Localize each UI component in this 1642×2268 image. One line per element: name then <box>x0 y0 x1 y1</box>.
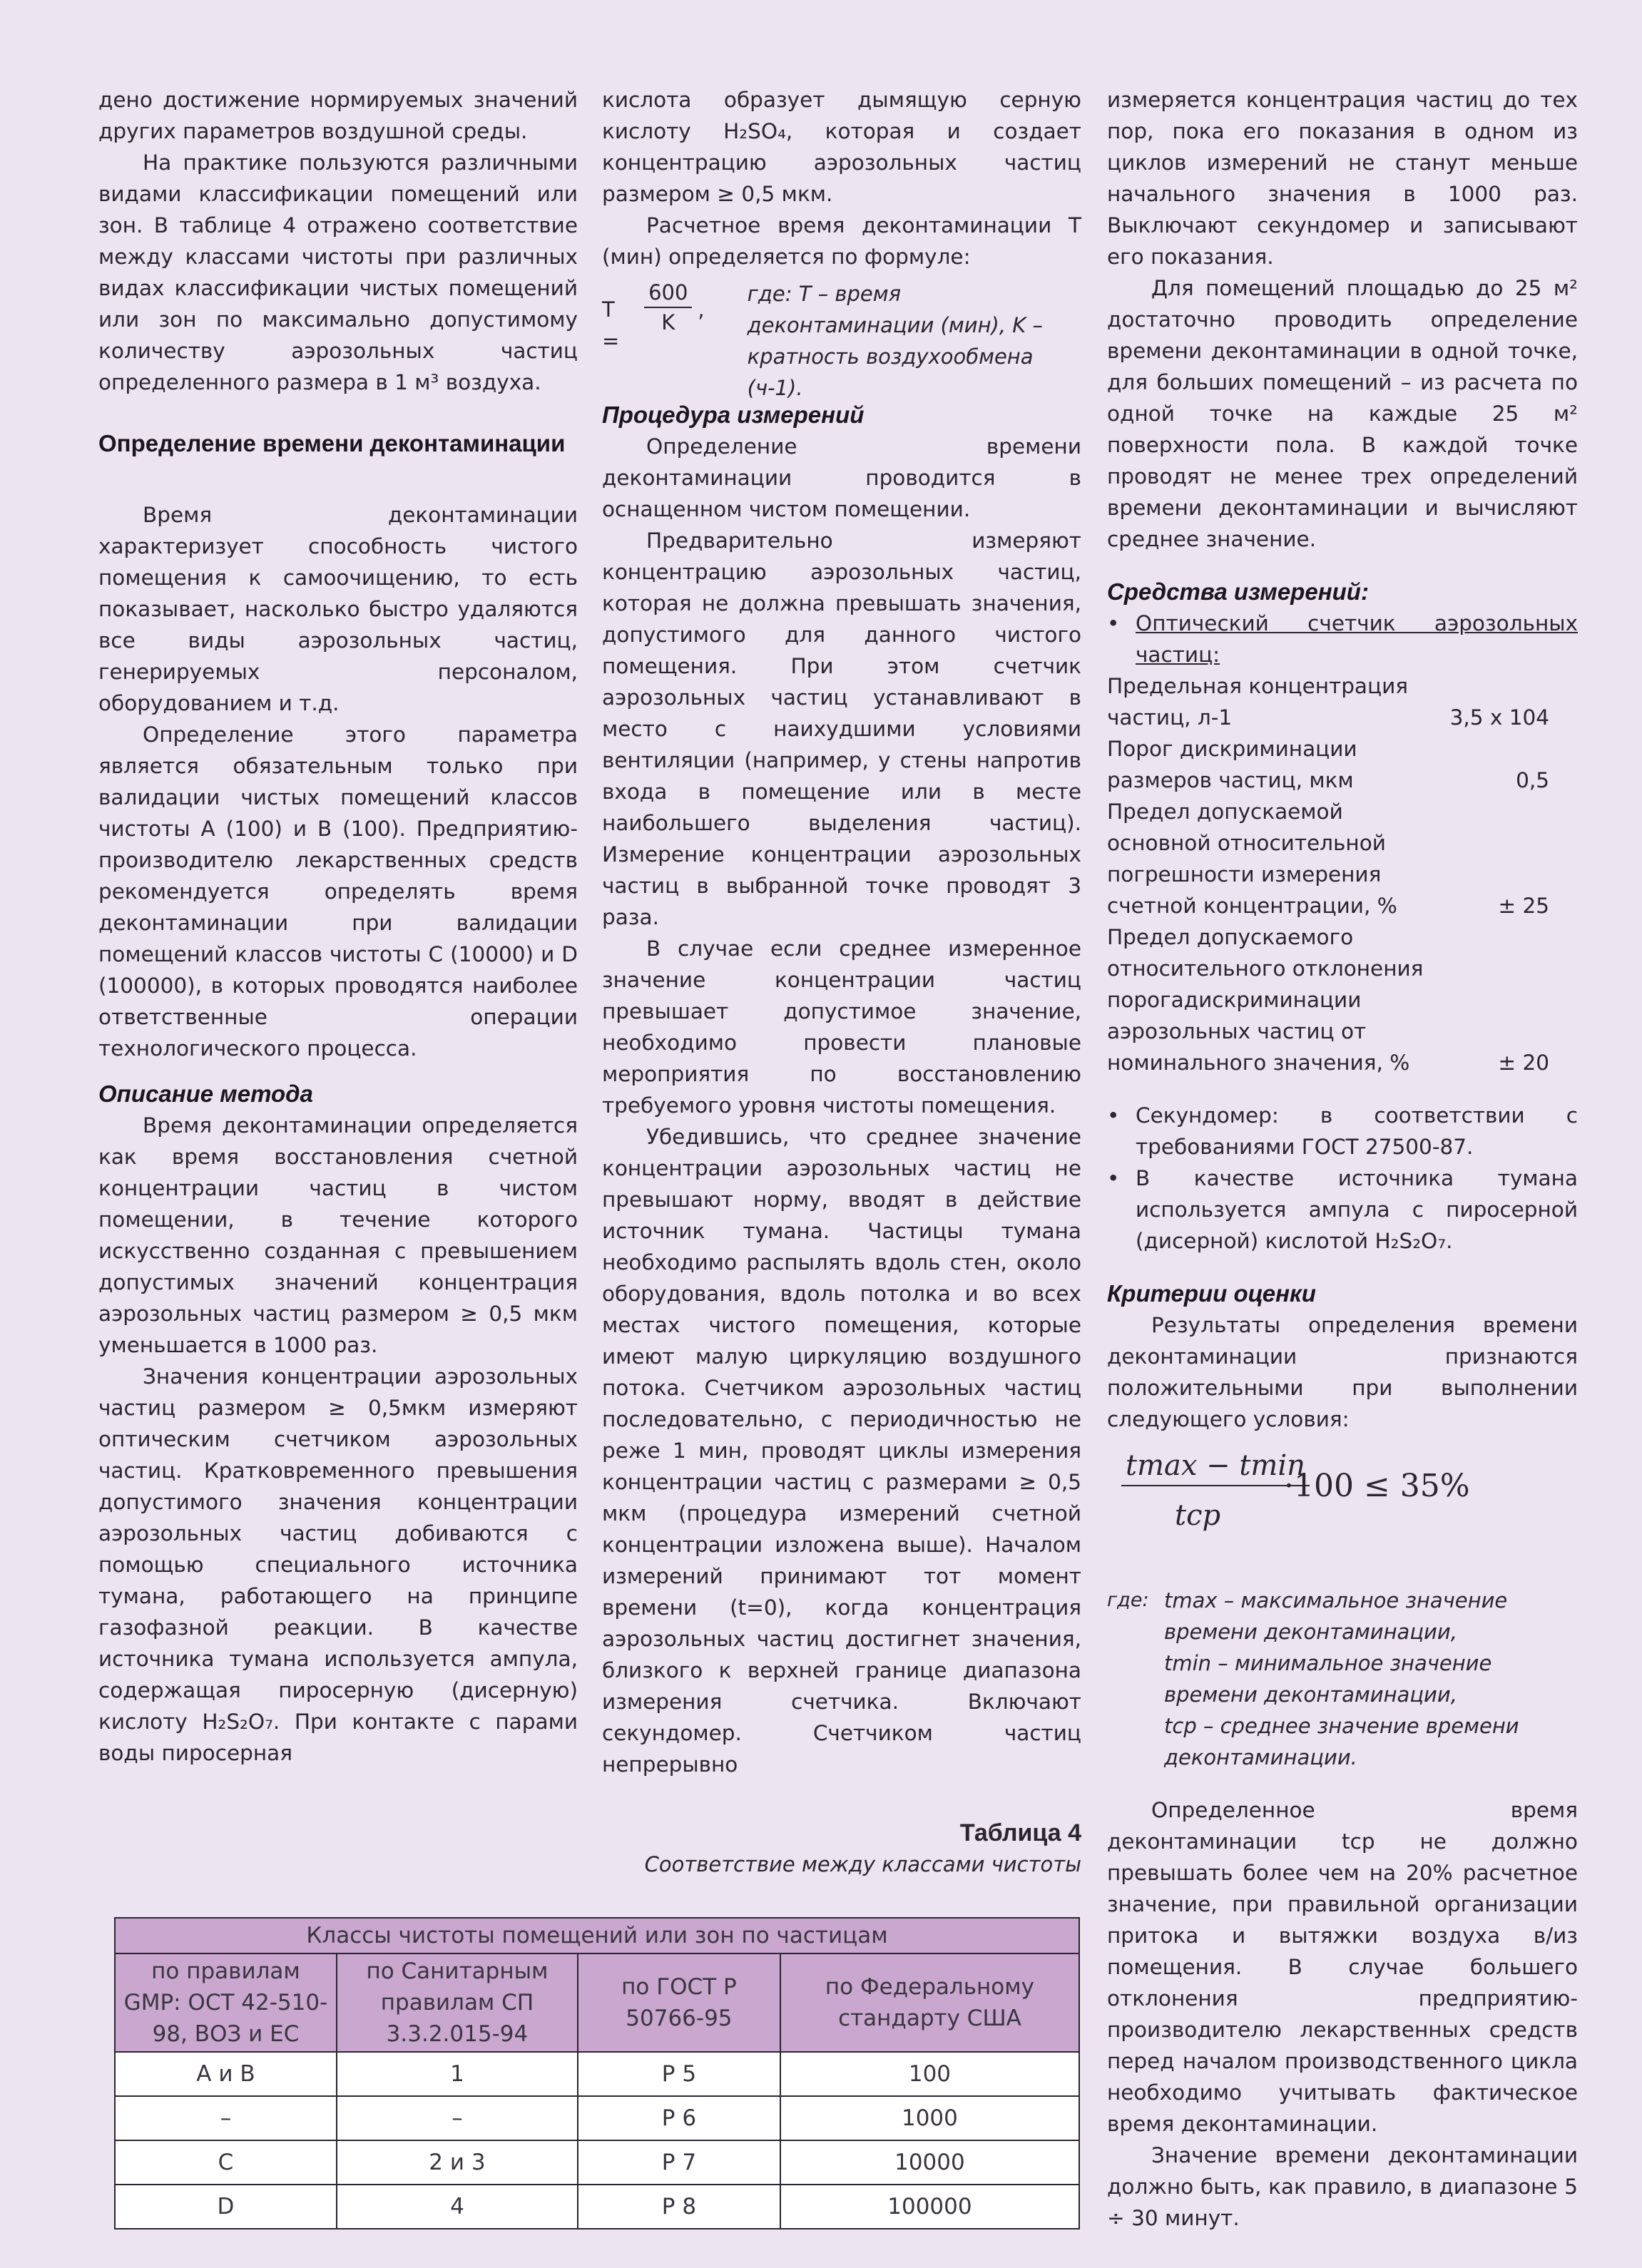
table-cell: D <box>115 2185 337 2229</box>
formula-lhs: T = <box>602 297 620 353</box>
bullet-icon: • <box>1107 1103 1120 1128</box>
legend-row <box>1107 1585 1578 1648</box>
legend-row <box>1107 1648 1578 1710</box>
paragraph: измеряется концентрация частиц до тех пор, пока его показания в одном из циклов измерений не станут меньше начального значения в 1000 раз. Выключают секундомер и записывают его показания. <box>1107 88 1578 269</box>
table-row <box>115 2140 1079 2185</box>
paragraph: кислота образует дымящую серную кислоту H₂SO₄, которая и создает концентрацию аэрозольных частиц размером ≥ 0,5 мкм. <box>602 88 1081 206</box>
paragraph: Значения концентрации аэрозольных частиц размером ≥ 0,5мкм измеряют оптическим счетчиком аэрозольных частиц. Кратковременного превышения допустимого значения концентрации аэрозольных частиц добиваются с помощью специального источника тумана, работающего на принципе газофазной реакции. В качестве источника тумана используется ампула, содержащая пиросерную (дисерную) кислоту H₂S₂O₇. При контакте с парами воды пиросерная <box>98 1364 578 1765</box>
criterion-denominator: tcp <box>1175 1499 1221 1532</box>
table-cell: 4 <box>337 2185 578 2229</box>
spec-row <box>1107 670 1578 733</box>
spec-value: ± 20 <box>1498 1051 1549 1075</box>
paragraph: Определение этого параметра является обязательным только при валидации чистых помещений классов чистоты А (100) и В (100). Предприятию-производителю лекарственных средств рекомендуется определять время деконтаминации при валидации помещений классов чистоты С (10000) и D (100000), в которых проводятся наиболее ответственные операции технологического процесса. <box>98 722 578 1061</box>
bullet-icon: • <box>1107 611 1120 635</box>
list-item <box>1107 608 1578 670</box>
bullet-text: В качестве источника тумана используется ампула с пиросерной (дисерной) кислотой H₂S₂O₇. <box>1136 1166 1578 1253</box>
paragraph: Расчетное время деконтаминации T (мин) определяется по формуле: <box>602 213 1081 269</box>
table-cell: 2 и 3 <box>337 2140 578 2185</box>
formula-fraction <box>644 278 692 337</box>
table-cell: 1 <box>337 2052 578 2096</box>
paragraph: Убедившись, что среднее значение концентрации аэрозольных частиц не превышают норму, вводят в действие источник тумана. Частицы тумана необходимо распылять вдоль стен, около оборудования, вдоль потолка и во всех местах чистого помещения, которые имеют малую циркуляцию воздушного потока. Счетчиком аэрозольных частиц последовательно, с периодичностью не реже 1 мин, проводят циклы измерения концентрации частиц с размерами ≥ 0,5 мкм (процедура измерений счетной концентрации изложена выше). Началом измерений принимают тот момент времени (t=0), когда концентрация аэрозольных частиц достигнет значения, близкого к верхней границе диапазона измерения счетчика. Включают секундомер. Счетчиком частиц непрерывно <box>602 1125 1081 1777</box>
spec-value: 0,5 <box>1516 768 1549 792</box>
cleanliness-class-table <box>114 1917 1080 2229</box>
table-number: Таблица 4 <box>959 1819 1081 1846</box>
column-2 <box>602 84 1081 1780</box>
spec-row <box>1107 796 1578 921</box>
section-heading: Средства измерений: <box>1107 578 1369 605</box>
column-1 <box>98 84 578 1769</box>
table-cell: – <box>337 2096 578 2140</box>
legend-text: tmin – минимальное значение времени деконтаминации, <box>1164 1651 1492 1707</box>
section-heading: Процедура измерений <box>602 402 865 428</box>
legend-text: tmax – максимальное значение времени деконтаминации, <box>1164 1588 1508 1644</box>
section-heading: Определение времени деконтаминации <box>98 430 566 456</box>
paragraph: Время деконтаминации характеризует способность чистого помещения к самоочищению, то есть показывает, насколько быстро удаляются все виды аэрозольных частиц, генерируемых персоналом, оборудованием и т.д. <box>98 503 578 715</box>
table-cell: Р 7 <box>578 2140 780 2185</box>
spec-value: 3,5 x 104 <box>1449 705 1549 730</box>
table-cell: А и В <box>115 2052 337 2096</box>
table-cell: 100000 <box>780 2185 1079 2229</box>
table-cell: 100 <box>780 2052 1079 2096</box>
formula-denominator: K <box>661 310 675 334</box>
table-column-header: по ГОСТ Р 50766-95 <box>578 1953 780 2052</box>
section-heading: Описание метода <box>98 1081 313 1107</box>
table-cell: – <box>115 2096 337 2140</box>
paragraph: Значение времени деконтаминации должно быть, как правило, в диапазоне 5 ÷ 30 минут. <box>1107 2143 1578 2230</box>
spec-label: Предел допускаемого относительного отклонения порогадискриминации аэрозольных частиц от номинального значения, % <box>1107 925 1424 1075</box>
spec-label: Порог дискриминации размеров частиц, мкм <box>1107 737 1357 792</box>
table-column-header: по правилам GMP: ОСТ 42-510-98, ВОЗ и ЕС <box>115 1953 337 2052</box>
table-caption <box>599 1817 1081 1880</box>
paragraph: Предварительно измеряют концентрацию аэрозольных частиц, которая не должна превышать значения, допустимого для данного чистого помещения. При этом счетчик аэрозольных частиц устанавливают в место с наихудшими условиями вентиляции (например, у стены напротив входа в помещение или в месте наибольшего выделения частиц). Измерение концентрации аэрозольных частиц в выбранной точке проводят 3 раза. <box>602 528 1081 929</box>
table-cell: Р 6 <box>578 2096 780 2140</box>
paragraph: В случае если среднее измеренное значение концентрации частиц превышает допустимое значение, необходимо провести плановые мероприятия по восстановлению требуемого уровня чистоты помещения. <box>602 936 1081 1118</box>
paragraph: Для помещений площадью до 25 м² достаточно проводить определение времени деконтаминации в одной точке, для больших помещений – из расчета по одной точке на каждые 25 м² поверхности пола. В каждой точке проводят не менее трех определений времени деконтаминации и вычисляют среднее значение. <box>1107 276 1578 551</box>
table-cell: 10000 <box>780 2140 1079 2185</box>
list-item <box>1107 1100 1578 1163</box>
criterion-formula <box>1107 1449 1578 1585</box>
table-group-header: Классы чистоты помещений или зон по частицам <box>115 1918 1079 1953</box>
list-item <box>1107 1163 1578 1257</box>
paragraph: Определенное время деконтаминации tcp не должно превышать более чем на 20% расчетное значение, при правильной организации притока и вытяжки воздуха в/из помещения. В случае большего отклонения предприятию-производителю лекарственных средств перед началом производственного цикла необходимо учитывать фактическое время деконтаминации. <box>1107 1798 1578 2136</box>
formula-separator: , <box>698 297 705 322</box>
paragraph: Время деконтаминации определяется как время восстановления счетной концентрации частиц в чистом помещении, в течение которого искусственно созданная с превышением допустимых значений концентрация аэрозольных частиц размером ≥ 0,5 мкм уменьшается в 1000 раз. <box>98 1113 578 1357</box>
legend-text: tcp – среднее значение времени деконтаминации. <box>1164 1714 1519 1769</box>
bullet-text: Оптический счетчик аэрозольных частиц: <box>1136 611 1578 667</box>
table-row <box>115 2096 1079 2140</box>
table-cell: Р 5 <box>578 2052 780 2096</box>
criterion-numerator: tmax − tmin <box>1121 1449 1310 1486</box>
bullet-text: Секундомер: в соответствии с требованиями ГОСТ 27500-87. <box>1136 1103 1578 1159</box>
table-cell: С <box>115 2140 337 2185</box>
decontamination-time-formula <box>602 278 1081 400</box>
table-column-header: по Федеральному стандарту США <box>780 1953 1079 2052</box>
formula-legend <box>1107 1585 1578 1773</box>
table-row <box>115 2052 1079 2096</box>
spec-value: ± 25 <box>1498 894 1549 918</box>
paragraph: Результаты определения времени деконтаминации признаются положительными при выполнении следующего условия: <box>1107 1313 1578 1431</box>
spec-row <box>1107 921 1578 1078</box>
paragraph: Определение времени деконтаминации проводится в оснащенном чистом помещении. <box>602 434 1081 521</box>
legend-row <box>1107 1710 1578 1773</box>
table-cell: Р 8 <box>578 2185 780 2229</box>
spec-label: Предел допускаемой основной относительной погрешности измерения счетной концентрации, % <box>1107 800 1397 918</box>
column-3 <box>1107 84 1578 2234</box>
table-subtitle: Соответствие между классами чистоты <box>644 1852 1081 1876</box>
criterion-rhs: ·100 ≤ 35% <box>1284 1468 1470 1504</box>
formula-note: где: T – время деконтаминации (мин), K – кратность воздухообмена (ч-1). <box>747 282 1044 400</box>
formula-numerator: 600 <box>644 278 692 308</box>
paragraph: дено достижение нормируемых значений других параметров воздушной среды. <box>98 88 578 143</box>
spec-label: Предельная концентрация частиц, л-1 <box>1107 674 1408 730</box>
bullet-icon: • <box>1107 1166 1120 1190</box>
table-column-header: по Санитарным правилам СП 3.3.2.015-94 <box>337 1953 578 2052</box>
spec-row <box>1107 733 1578 796</box>
table-row <box>115 2185 1079 2229</box>
section-heading: Критерии оценки <box>1107 1280 1316 1307</box>
legend-label: где: <box>1107 1589 1149 1611</box>
table-cell: 1000 <box>780 2096 1079 2140</box>
paragraph: На практике пользуются различными видами классификации помещений или зон. В таблице 4 отражено соответствие между классами чистоты при различных видах классификации чистых помещений или зон по максимально допустимому количеству аэрозольных частиц определенного размера в 1 м³ воздуха. <box>98 150 578 394</box>
